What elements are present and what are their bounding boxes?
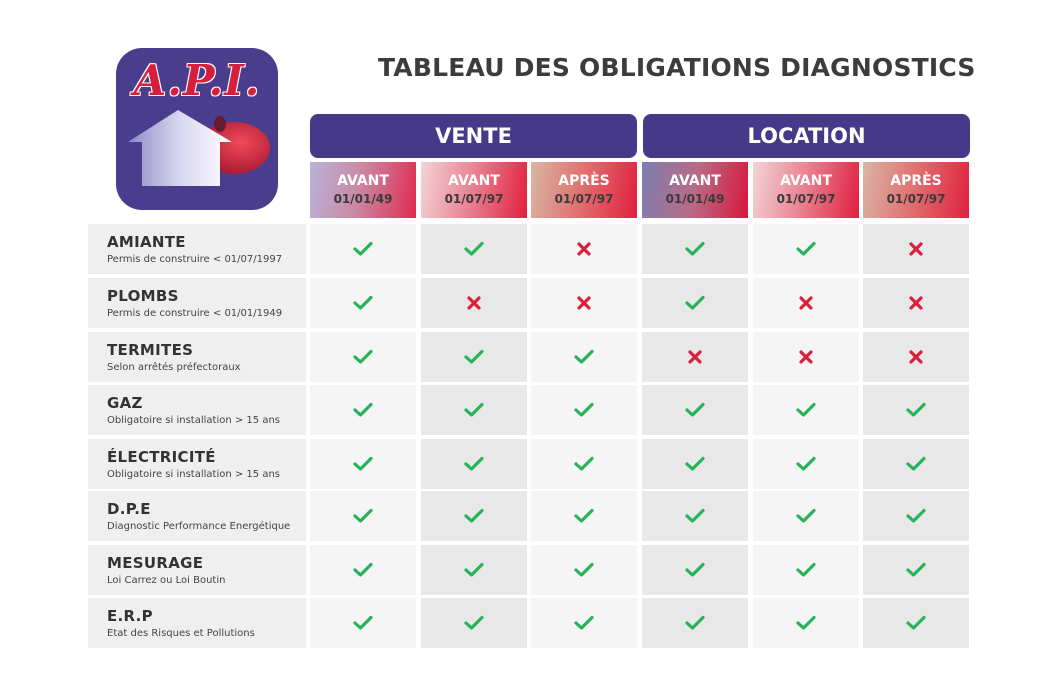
table-cell (310, 224, 416, 274)
check-icon (685, 241, 705, 257)
check-icon (796, 615, 816, 631)
diagnostic-description: Permis de construire < 01/07/1997 (107, 254, 283, 265)
table-cell (642, 545, 748, 595)
check-icon (353, 615, 373, 631)
table-cell (531, 278, 637, 328)
check-icon (353, 456, 373, 472)
table-cell (753, 278, 859, 328)
column-header (421, 162, 527, 218)
table-cell (531, 491, 637, 541)
column-header-label: APRÈS (558, 172, 610, 189)
check-icon (906, 615, 926, 631)
group-header-location: LOCATION (643, 114, 970, 158)
diagnostic-name: AMIANTE (107, 233, 186, 251)
check-icon (464, 456, 484, 472)
check-icon (685, 402, 705, 418)
table-cell (310, 385, 416, 435)
table-cell (531, 332, 637, 382)
table-cell (310, 545, 416, 595)
column-header-label: AVANT (448, 172, 500, 189)
table-cell (863, 439, 969, 489)
table-cell (421, 439, 527, 489)
check-icon (574, 349, 594, 365)
cross-icon (577, 242, 591, 256)
check-icon (464, 562, 484, 578)
table-cell (863, 224, 969, 274)
table-cell (753, 385, 859, 435)
table-cell (531, 598, 637, 648)
cross-icon (467, 296, 481, 310)
table-cell (753, 332, 859, 382)
table-cell (531, 545, 637, 595)
column-header (863, 162, 969, 218)
table-cell (310, 598, 416, 648)
table-cell (753, 598, 859, 648)
table-cell (310, 491, 416, 541)
check-icon (906, 456, 926, 472)
check-icon (906, 402, 926, 418)
row-label (88, 224, 306, 274)
check-icon (906, 508, 926, 524)
check-icon (685, 615, 705, 631)
cross-icon (799, 350, 813, 364)
diagnostic-name: PLOMBS (107, 287, 179, 305)
table-cell (421, 385, 527, 435)
column-header (531, 162, 637, 218)
page-title: TABLEAU DES OBLIGATIONS DIAGNOSTICS (378, 53, 976, 82)
row-label (88, 545, 306, 595)
table-cell (753, 545, 859, 595)
cross-icon (909, 242, 923, 256)
column-header-date: 01/07/97 (444, 192, 504, 207)
column-header-date: 01/01/49 (665, 192, 725, 207)
table-cell (753, 491, 859, 541)
check-icon (685, 295, 705, 311)
column-header-label: AVANT (669, 172, 721, 189)
check-icon (685, 456, 705, 472)
diagnostic-description: Etat des Risques et Pollutions (107, 628, 255, 639)
check-icon (796, 402, 816, 418)
cross-icon (799, 296, 813, 310)
row-label (88, 278, 306, 328)
check-icon (464, 349, 484, 365)
diagnostic-name: E.R.P (107, 607, 153, 625)
check-icon (796, 508, 816, 524)
column-header-date: 01/07/97 (776, 192, 836, 207)
check-icon (353, 295, 373, 311)
table-cell (642, 385, 748, 435)
check-icon (796, 456, 816, 472)
table-cell (753, 439, 859, 489)
table-cell (753, 224, 859, 274)
table-cell (310, 278, 416, 328)
table-cell (421, 332, 527, 382)
check-icon (353, 508, 373, 524)
column-header (753, 162, 859, 218)
column-header-label: AVANT (337, 172, 389, 189)
table-cell (421, 545, 527, 595)
table-cell (310, 439, 416, 489)
column-header-label: AVANT (780, 172, 832, 189)
table-cell (421, 224, 527, 274)
diagnostic-description: Loi Carrez ou Loi Boutin (107, 575, 226, 586)
table-cell (642, 332, 748, 382)
diagnostic-name: ÉLECTRICITÉ (107, 448, 216, 466)
table-cell (863, 278, 969, 328)
cross-icon (688, 350, 702, 364)
column-header-label: APRÈS (890, 172, 942, 189)
check-icon (685, 562, 705, 578)
column-header-date: 01/07/97 (554, 192, 614, 207)
diagnostic-description: Selon arrêtés préfectoraux (107, 362, 241, 373)
table-cell (642, 598, 748, 648)
table-cell (642, 491, 748, 541)
table-cell (421, 491, 527, 541)
diagnostic-name: TERMITES (107, 341, 194, 359)
check-icon (464, 615, 484, 631)
check-icon (574, 615, 594, 631)
cross-icon (909, 350, 923, 364)
logo-text: A.P.I. (133, 56, 261, 105)
check-icon (353, 349, 373, 365)
table-cell (863, 491, 969, 541)
table-cell (642, 439, 748, 489)
column-header-date: 01/07/97 (886, 192, 946, 207)
check-icon (353, 402, 373, 418)
diagnostic-description: Obligatoire si installation > 15 ans (107, 415, 280, 426)
diagnostic-name: D.P.E (107, 500, 151, 518)
table-cell (421, 598, 527, 648)
check-icon (574, 562, 594, 578)
row-label (88, 332, 306, 382)
row-label (88, 385, 306, 435)
table-cell (863, 332, 969, 382)
group-header-vente: VENTE (310, 114, 637, 158)
table-cell (531, 439, 637, 489)
check-icon (353, 241, 373, 257)
diagnostic-description: Diagnostic Performance Energétique (107, 521, 291, 532)
check-icon (574, 402, 594, 418)
row-label (88, 439, 306, 489)
table-cell (863, 385, 969, 435)
table-cell (863, 545, 969, 595)
diagnostic-name: MESURAGE (107, 554, 204, 572)
row-label (88, 491, 306, 541)
column-header (642, 162, 748, 218)
check-icon (464, 241, 484, 257)
table-cell (642, 278, 748, 328)
column-header (310, 162, 416, 218)
diagnostic-description: Permis de construire < 01/01/1949 (107, 308, 283, 319)
check-icon (796, 241, 816, 257)
check-icon (574, 508, 594, 524)
check-icon (906, 562, 926, 578)
table-cell (531, 385, 637, 435)
check-icon (353, 562, 373, 578)
check-icon (796, 562, 816, 578)
table-cell (421, 278, 527, 328)
table-cell (531, 224, 637, 274)
cross-icon (909, 296, 923, 310)
column-header-date: 01/01/49 (333, 192, 393, 207)
check-icon (464, 402, 484, 418)
diagnostic-name: GAZ (107, 394, 143, 412)
table-cell (863, 598, 969, 648)
api-logo (116, 48, 278, 210)
diagnostic-description: Obligatoire si installation > 15 ans (107, 469, 280, 480)
check-icon (685, 508, 705, 524)
table-cell (310, 332, 416, 382)
row-label (88, 598, 306, 648)
check-icon (574, 456, 594, 472)
table-cell (642, 224, 748, 274)
check-icon (464, 508, 484, 524)
cross-icon (577, 296, 591, 310)
